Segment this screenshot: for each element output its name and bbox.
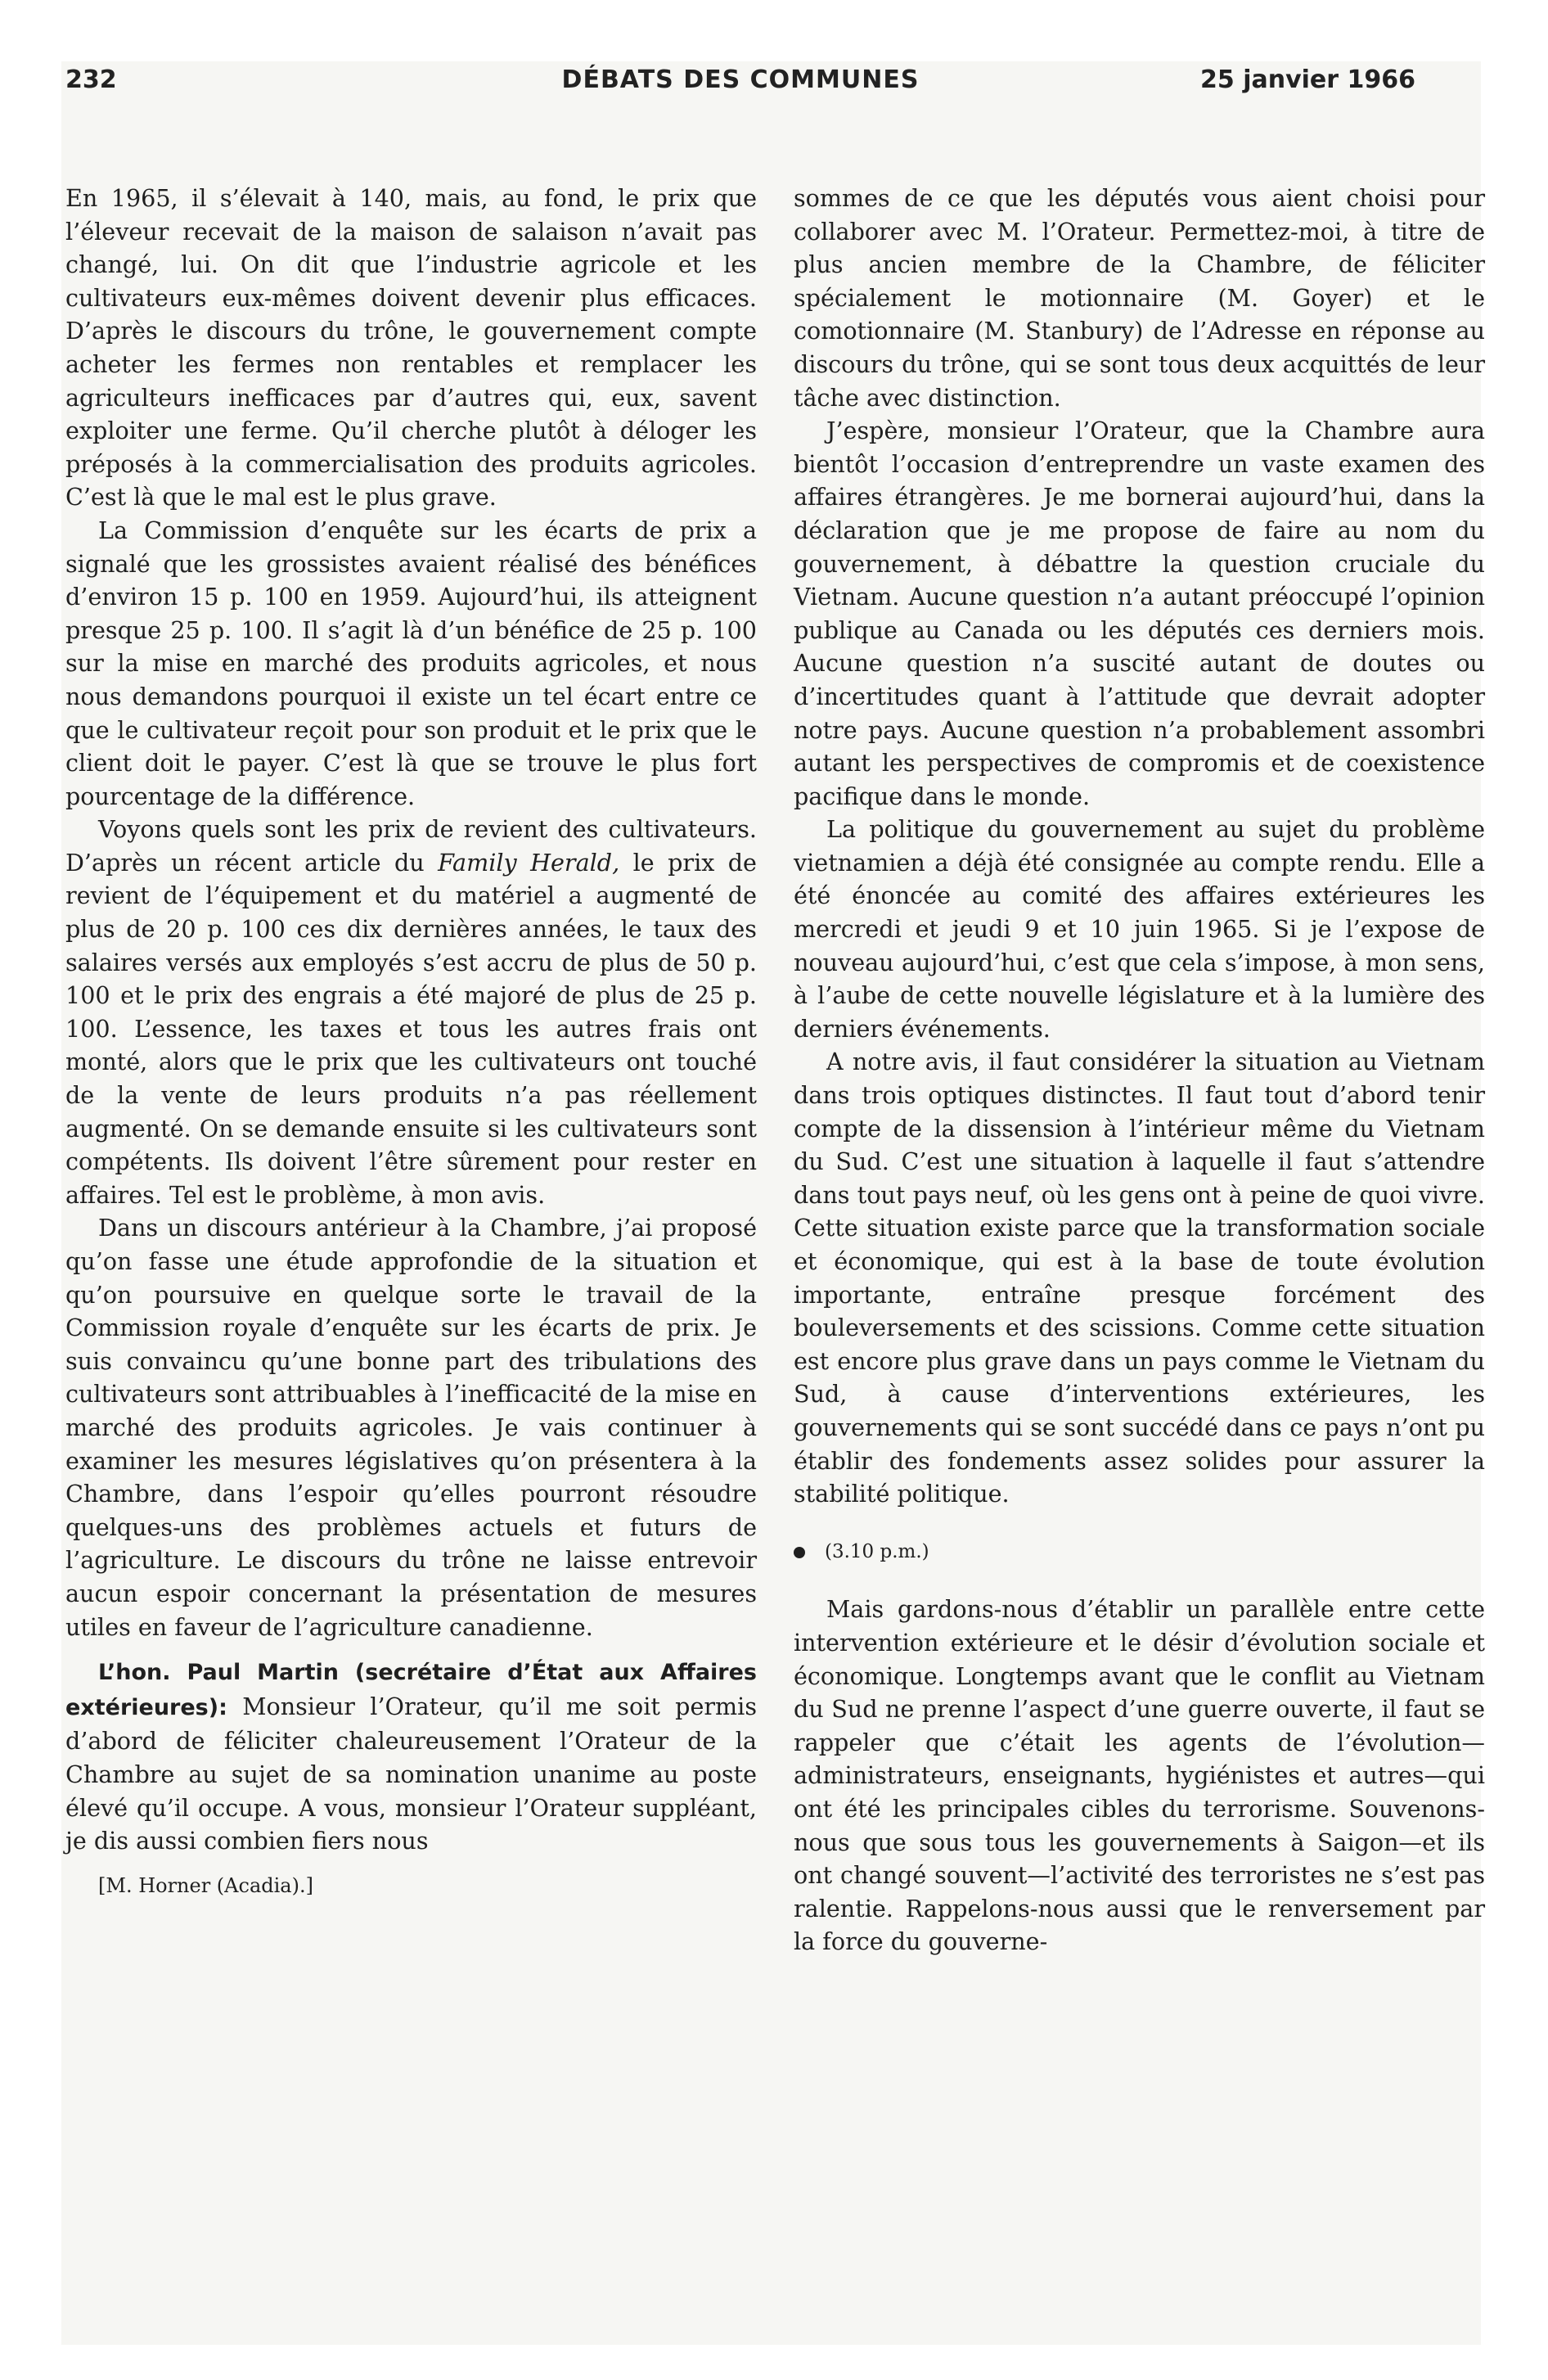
page-number: 232 bbox=[65, 65, 117, 94]
paragraph: A notre avis, il faut considérer la situation au Vietnam dans trois optiques distinctes. Il faut tout d’abord tenir compte de la dissension à l’intérieur même du Vietnam du Sud. C’est une situation à laquelle il faut s’attendre dans tout pays neuf, où les gens ont à peine de quoi vivre. Cette situation existe parce que la transformation sociale et économique, qui est à la base de toute évolution importante, entraîne presque forcément des bouleversements et des scissions. Comme cette situation est encore plus grave dans un pays comme le Vietnam du Sud, à cause d’interventions extérieures, les gouvernements qui se sont succédé dans ce pays n’ont pu établir des fondements assez solides pour assurer la stabilité politique. bbox=[794, 1048, 1485, 1508]
speaker-paragraph bbox=[65, 1655, 757, 1858]
paragraph-text: Voyons quels sont les prix de revient des cultivateurs. D’après un récent article du bbox=[65, 815, 757, 877]
paragraph: En 1965, il s’élevait à 140, mais, au fond, le prix que l’éleveur recevait de la maison de salaison n’avait pas changé, lui. On dit que l’industrie agricole et les cultivateurs eux-mêmes doivent devenir plus efficaces. D’après le discours du trône, le gouvernement compte acheter les fermes non rentables et remplacer les agriculteurs inefficaces par d’autres qui, eux, savent exploiter une ferme. Qu’il cherche plutôt à déloger les préposés à la commercialisation des produits agricoles. C’est là que le mal est le plus grave. bbox=[65, 184, 757, 512]
publication-title: Family Herald, bbox=[438, 848, 620, 877]
paragraph: sommes de ce que les députés vous aient choisi pour collaborer avec M. l’Orateur. Permettez-moi, à titre de plus ancien membre de la Chambre, de féliciter spécialement le motionnaire (M. Goyer) et le comotionnaire (M. Stanbury) de l’Adresse en réponse au discours du trône, qui se sont tous deux acquittés de leur tâche avec distinction. bbox=[794, 184, 1485, 412]
paragraph: J’espère, monsieur l’Orateur, que la Chambre aura bientôt l’occasion d’entreprendre un vaste examen des affaires étrangères. Je me bornerai aujourd’hui, dans la déclaration que je me propose de faire au nom du gouvernement, à débattre la question cruciale du Vietnam. Aucune question n’a autant préoccupé l’opinion publique au Canada ou les députés ces derniers mois. Aucune question n’a suscité autant de doutes ou d’incertitudes quant à l’attitude que devrait adopter notre pays. Aucune question n’a probablement assombri autant les perspectives de compromis et de coexistence pacifique dans le monde. bbox=[794, 417, 1485, 810]
time-marker bbox=[794, 1535, 1485, 1569]
paragraph: Mais gardons-nous d’établir un parallèle entre cette intervention extérieure et le désir d’évolution sociale et économique. Longtemps avant que le conflit au Vietnam du Sud ne prenne l’aspect d’une guerre ouverte, il faut se rappeler que c’était les agents de l’évolution—administrateurs, enseignants, hygiénistes et autres—qui ont été les principales cibles du terrorisme. Souvenons-nous que sous tous les gouvernements à Saigon—et ils ont changé souvent—l’activité des terroristes ne s’est pas ralentie. Rappelons-nous aussi que le renversement par la force du gouverne- bbox=[794, 1595, 1485, 1956]
speaker-name: L’hon. Paul Martin (secrétaire d’État aux Affaires extérieures): bbox=[65, 1660, 757, 1720]
page-header bbox=[65, 65, 1415, 115]
left-column bbox=[65, 182, 757, 1902]
paragraph: La Commission d’enquête sur les écarts de prix a signalé que les grossistes avaient réalisé des bénéfices d’environ 15 p. 100 en 1959. Aujourd’hui, ils atteignent presque 25 p. 100. Il s’agit là d’un bénéfice de 25 p. 100 sur la mise en marché des produits agricoles, et nous nous demandons pourquoi il existe un tel écart entre ce que le cultivateur reçoit pour son produit et le prix que le client doit le payer. C’est là que se trouve le plus fort pourcentage de la différence. bbox=[65, 516, 757, 810]
right-column bbox=[794, 182, 1485, 1959]
paragraph: Dans un discours antérieur à la Chambre, j’ai proposé qu’on fasse une étude approfondie de la situation et qu’on poursuive en quelque sorte le travail de la Commission royale d’enquête sur les écarts de prix. Je suis convaincu qu’une bonne part des tribulations des cultivateurs sont attribuables à l’inefficacité de la mise en marché des produits agricoles. Je vais continuer à examiner les mesures législatives qu’on présentera à la Chambre, dans l’espoir qu’elles pourront résoudre quelques-uns des problèmes actuels et futurs de l’agriculture. Le discours du trône ne laisse entrevoir aucun espoir concernant la présentation de mesures utiles en faveur de l’agriculture canadienne. bbox=[65, 1214, 757, 1641]
paragraph bbox=[65, 813, 757, 1211]
time-marker-text: (3.10 p.m.) bbox=[825, 1540, 929, 1562]
paragraph-text: Monsieur l’Orateur, qu’il me soit permis d’abord de féliciter chaleureusement l’Orateur de la Chambre au sujet de sa nomination unanime au poste élevé qu’il occupe. A vous, monsieur l’Orateur suppléant, je dis aussi combien fiers nous bbox=[65, 1692, 757, 1855]
page-date: 25 janvier 1966 bbox=[1200, 65, 1415, 94]
paragraph: La politique du gouvernement au sujet du problème vietnamien a déjà été consignée au compte rendu. Elle a été énoncée au comité des affaires extérieures les mercredi et jeudi 9 et 10 juin 1965. Si je l’expose de nouveau aujourd’hui, c’est que cela s’impose, à mon sens, à l’aube de cette nouvelle législature et à la lumière des derniers événements. bbox=[794, 815, 1485, 1043]
speaker-attribution: [M. Horner (Acadia).] bbox=[98, 1873, 313, 1897]
bullet-icon bbox=[794, 1547, 805, 1558]
paragraph-text: le prix de revient de l’équipement et du matériel a augmenté de plus de 20 p. 100 ces dix dernières années, le taux des salaires versés aux employés s’est accru de plus de 50 p. 100 et le prix des engrais a été majoré de plus de 25 p. 100. L’essence, les taxes et tous les autres frais ont monté, alors que le prix que les cultivateurs ont touché de la vente de leurs produits n’a pas réellement augmenté. On se demande ensuite si les cultivateurs sont compétents. Ils doivent l’être sûrement pour rester en affaires. Tel est le problème, à mon avis. bbox=[65, 848, 757, 1209]
page-title: DÉBATS DES COMMUNES bbox=[561, 65, 920, 94]
